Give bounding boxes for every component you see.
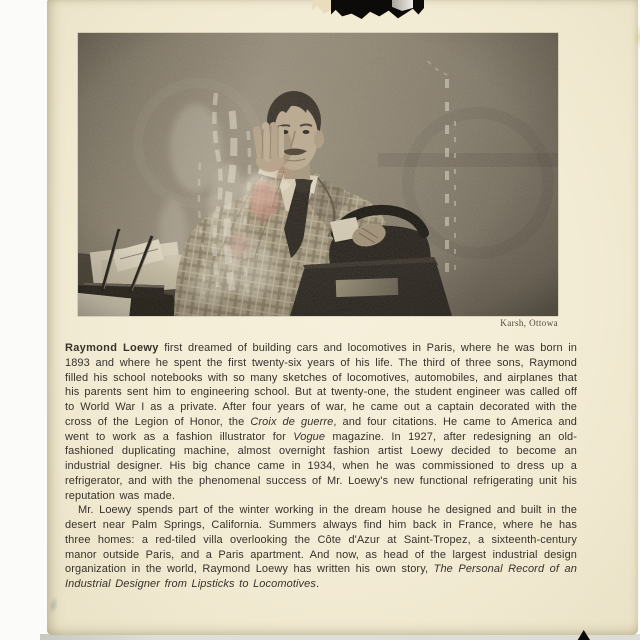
biography-text — [65, 341, 577, 592]
bio-paragraph-2: Mr. Loewy spends part of the winter working in the dream house he designed and built in the desert near Palm Springs, California. Summers always find him back in France, where he has three homes: a red-tiled villa overlooking the Côte d'Azur at Saint-Tropez, a sixteenth-century manor outside Paris, and a Paris apartment. And now, as head of the largest industrial design organization in the world, Raymond Loewy has written his own story, The Personal Record of an Industrial Designer from Lipsticks to Locomotives. — [65, 504, 577, 590]
photo-credit: Karsh, Ottowa — [500, 318, 558, 328]
bio-paragraph-1: Raymond Loewy first dreamed of building cars and locomotives in Paris, where he was born in 1893 and where he spent the first twenty-six years of his life. The third of three sons, Raymond filled his school notebooks with so many sketches of locomotives, automobiles, and airplanes that his parents sent him to engineering school. But at twenty-one, the student engineer was called off to World War I as a private. After four years of war, he came out a captain decorated with the cross of the Legion of Honor, the Croix de guerre, and four citations. He came to America and went to work as a fashion illustrator for Vogue magazine. In 1927, after redesigning an old-fashioned duplicating machine, almost overnight fashion artist Loewy decided to become an industrial designer. His big chance came in 1934, when he was commissioned to dress up a refrigerator, and with the phenomenal success of Mr. Loewy's new functional refrigerating unit his reputation was made. — [65, 342, 578, 502]
author-photo — [78, 33, 558, 316]
jacket-stain — [632, 24, 640, 50]
author-photo-illustration — [78, 33, 558, 316]
